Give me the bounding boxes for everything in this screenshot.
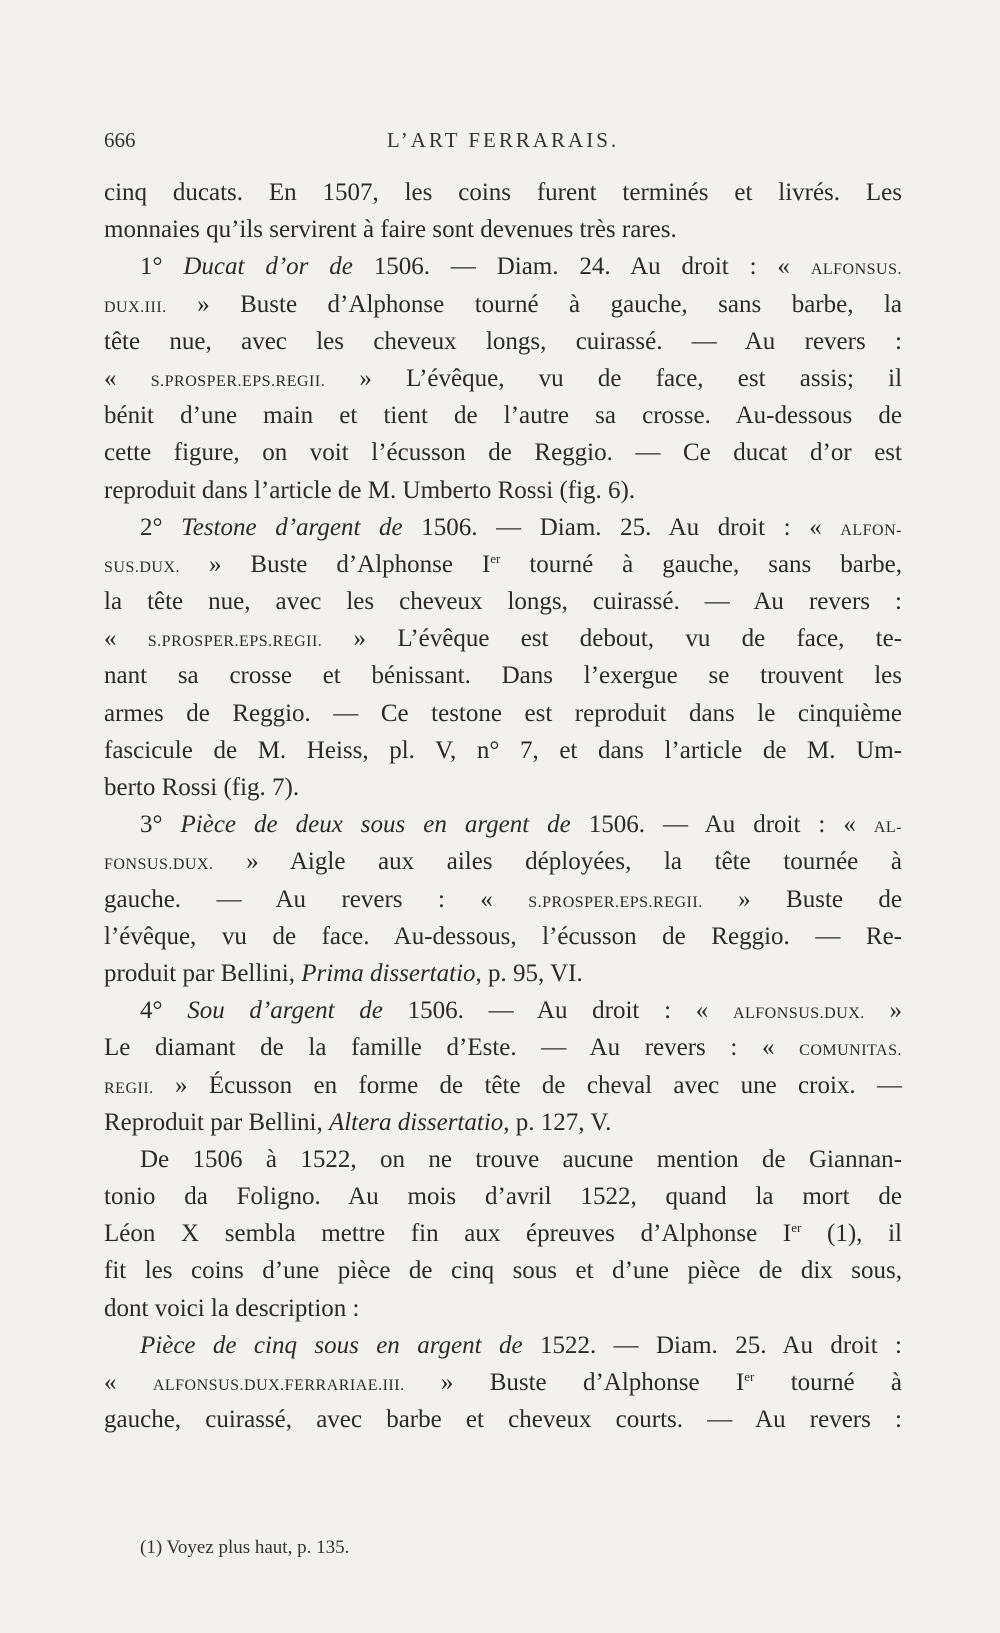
text-segment: la tête nue, avec les cheveux longs, cuirassé. — Au revers :	[104, 588, 902, 616]
text-segment: , p. 127, V.	[503, 1108, 612, 1136]
text-segment: berto Rossi (fig. 7).	[104, 774, 300, 801]
text-segment: » Écusson en forme de tête de cheval avec une croix. —	[153, 1071, 902, 1099]
footnote: (1) Voyez plus haut, p. 135.	[140, 1537, 350, 1558]
text-line	[104, 843, 902, 880]
text-line	[104, 286, 902, 323]
legend-inscription: S.PROSPER.EPS.REGII.	[528, 893, 703, 911]
text-segment: cette figure, on voit l’écusson de Reggio. — Ce ducat d’or est	[104, 439, 902, 467]
legend-inscription: AL-	[873, 819, 903, 837]
text-segment: Léon X sembla mettre fin aux épreuves d’Alphonse I	[104, 1220, 792, 1248]
legend-inscription: COMUNITAS.	[799, 1042, 902, 1060]
italic-title: Sou d’argent de	[187, 997, 383, 1025]
text-line	[104, 695, 902, 732]
text-segment: tourné à	[754, 1369, 903, 1396]
text-segment: bénit d’une main et tient de l’autre sa crosse. Au-dessous de	[104, 402, 902, 430]
legend-inscription: ALFONSUS.DUX.FERRARIAE.III.	[152, 1377, 405, 1394]
text-line	[104, 360, 902, 397]
text-line	[104, 769, 902, 806]
text-line	[104, 955, 902, 992]
text-line	[104, 583, 902, 620]
text-line	[104, 248, 902, 285]
italic-title: Altera dissertatio	[328, 1108, 504, 1136]
text-line	[104, 1290, 902, 1327]
page-number: 666	[104, 128, 136, 152]
text-segment: » Aigle aux ailes déployées, la tête tournée à	[213, 848, 902, 876]
text-segment: reproduit dans l’article de M. Umberto Rossi (fig. 6).	[104, 476, 636, 504]
text-segment: De 1506 à 1522, on ne trouve aucune mention de Giannan-	[140, 1145, 902, 1173]
text-line	[104, 1029, 902, 1066]
text-line	[104, 1067, 902, 1104]
text-line	[104, 1178, 902, 1215]
text-line	[104, 1141, 902, 1178]
legend-inscription: FONSUS.DUX.	[104, 856, 214, 874]
text-segment: «	[104, 625, 148, 653]
text-line	[104, 620, 902, 657]
text-segment: » L’évêque est debout, vu de face, te-	[322, 625, 902, 653]
text-segment: «	[104, 364, 151, 392]
legend-inscription: S.PROSPER.EPS.REGII.	[147, 633, 323, 651]
text-line	[104, 1327, 902, 1364]
text-segment: nant sa crosse et bénissant. Dans l’exergue se trouvent les	[104, 662, 902, 690]
superscript: er	[744, 1369, 755, 1384]
legend-inscription: ALFONSUS.	[810, 261, 902, 279]
text-segment: 1506. — Diam. 25. Au droit : «	[402, 513, 841, 541]
text-segment: 1°	[140, 253, 184, 281]
text-line	[104, 918, 902, 955]
text-segment: » L’évêque, vu de face, est assis; il	[325, 364, 903, 392]
text-line	[104, 174, 902, 211]
text-line	[104, 732, 902, 769]
text-segment: tourné à gauche, sans barbe,	[500, 550, 903, 578]
text-segment: monnaies qu’ils servirent à faire sont devenues très rares.	[104, 216, 677, 244]
text-segment: armes de Reggio. — Ce testone est reproduit dans le cinquième	[104, 699, 902, 727]
text-segment: » Buste d’Alphonse tourné à gauche, sans barbe, la	[166, 290, 902, 318]
text-line	[104, 546, 902, 583]
text-segment: fit les coins d’une pièce de cinq sous et d’une pièce de dix sous,	[104, 1257, 902, 1285]
text-line	[104, 881, 902, 918]
text-segment: produit par Bellini,	[104, 959, 302, 987]
text-line	[104, 1364, 902, 1401]
text-segment: 3°	[140, 811, 181, 839]
superscript: er	[791, 1220, 802, 1236]
legend-inscription: ALFONSUS.DUX.	[732, 1005, 865, 1023]
text-segment: » Buste d’Alphonse I	[404, 1369, 745, 1396]
text-line	[104, 1401, 902, 1438]
text-line	[104, 806, 902, 843]
text-line	[104, 434, 902, 471]
legend-inscription: DUX.III.	[104, 298, 167, 316]
text-line	[104, 509, 902, 546]
running-title: L’ART FERRARAIS.	[386, 128, 620, 152]
text-segment: 1506. — Au droit : «	[570, 811, 874, 839]
page-header	[104, 128, 902, 168]
text-segment: l’évêque, vu de face. Au-dessous, l’écusson de Reggio. — Re-	[104, 922, 902, 950]
text-segment: 1522. — Diam. 25. Au droit :	[522, 1331, 902, 1359]
italic-title: Pièce de deux sous en argent de	[180, 811, 571, 839]
text-segment: »	[864, 997, 903, 1025]
text-segment: gauche. — Au revers : «	[104, 885, 529, 913]
text-line	[104, 657, 902, 694]
text-segment: cinq ducats. En 1507, les coins furent terminés et livrés. Les	[104, 179, 902, 206]
text-line	[104, 1215, 902, 1252]
text-segment: 1506. — Diam. 24. Au droit : «	[352, 253, 811, 281]
text-segment: Reproduit par Bellini,	[104, 1108, 329, 1136]
legend-inscription: S.PROSPER.EPS.REGII.	[150, 372, 326, 390]
text-segment: , p. 95, VI.	[475, 959, 583, 987]
legend-inscription: SUS.DUX.	[104, 558, 181, 576]
text-segment: » Buste d’Alphonse I	[180, 550, 491, 578]
legend-inscription: REGII.	[104, 1079, 154, 1097]
text-line	[104, 992, 902, 1029]
text-segment: 2°	[140, 513, 182, 541]
text-line	[104, 1252, 902, 1289]
text-segment: tête nue, avec les cheveux longs, cuirassé. — Au revers :	[104, 327, 902, 355]
text-segment: Le diamant de la famille d’Este. — Au revers : «	[104, 1034, 800, 1062]
text-line	[104, 472, 902, 509]
body-text	[104, 174, 902, 1438]
text-line	[104, 1104, 902, 1141]
text-segment: dont voici la description :	[104, 1294, 360, 1322]
text-line	[104, 397, 902, 434]
text-segment: 1506. — Au droit : «	[382, 997, 733, 1025]
text-segment: gauche, cuirassé, avec barbe et cheveux courts. — Au revers :	[104, 1406, 902, 1434]
text-segment: (1), il	[801, 1220, 902, 1248]
text-line	[104, 211, 902, 248]
text-segment: » Buste de	[702, 885, 903, 913]
italic-title: Prima dissertatio	[301, 959, 476, 987]
text-line	[104, 323, 902, 360]
superscript: er	[490, 550, 501, 566]
text-segment: fascicule de M. Heiss, pl. V, n° 7, et dans l’article de M. Um-	[104, 736, 902, 764]
text-segment: tonio da Foligno. Au mois d’avril 1522, quand la mort de	[104, 1183, 902, 1211]
italic-title: Testone d’argent de	[181, 513, 403, 541]
legend-inscription: ALFON-	[840, 521, 902, 539]
text-segment: «	[104, 1369, 153, 1396]
text-segment: 4°	[140, 997, 188, 1025]
italic-title: Ducat d’or de	[183, 253, 353, 281]
italic-title: Pièce de cinq sous en argent de	[140, 1331, 523, 1359]
